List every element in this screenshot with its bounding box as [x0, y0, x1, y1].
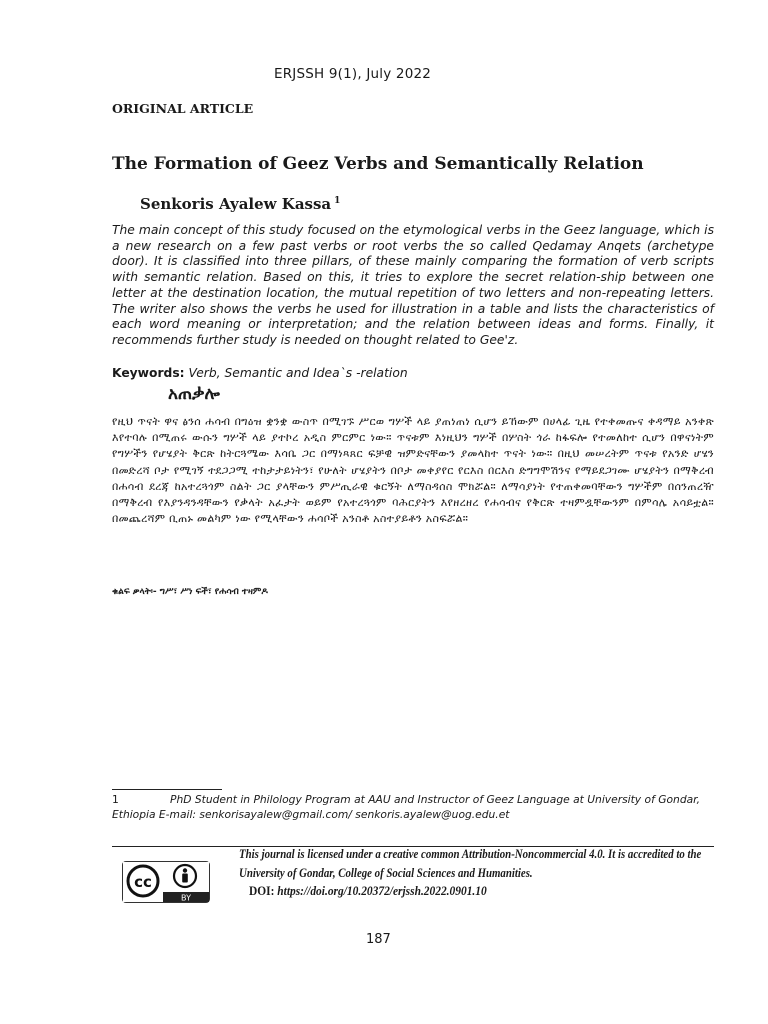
amharic-keywords: ቁልፍ ቃላት፡- ግሥ፣ ሥነ ፍች፣ የሐሳብ ተዛምዶ	[112, 587, 268, 597]
cc-by-badge-text: BY	[181, 893, 191, 902]
svg-text:cc: cc	[134, 873, 152, 891]
author-line	[140, 195, 340, 213]
author-name: Senkoris Ayalew Kassa	[140, 195, 332, 213]
footnote	[112, 792, 714, 822]
doi-link[interactable]: https://doi.org/10.20372/erjssh.2022.0901.10	[277, 883, 487, 898]
creative-commons-by-icon	[122, 861, 210, 903]
doi-label: DOI:	[249, 883, 275, 898]
keywords-line	[112, 366, 408, 380]
page-number: 187	[366, 932, 391, 947]
footnote-number: 1	[112, 793, 119, 806]
article-type: ORIGINAL ARTICLE	[112, 101, 254, 116]
doi-line	[249, 883, 487, 899]
license-statement: This journal is licensed under a creative common Attribution-Noncommercial 4.0. It is accredited to the University of Gondar, College of Social Sciences and Humanities.	[239, 847, 702, 880]
journal-header: ERJSSH 9(1), July 2022	[274, 66, 432, 82]
keywords-value: Verb, Semantic and Idea`s -relation	[188, 366, 408, 380]
amharic-abstract: የዚህ ጥናት ዋና ፅንሰ ሐሳብ በግዕዝ ቋንቋ ውስጥ በሚገኙ ሥርወ ግሦች ላይ ያጠነጠነ ሲሆን ይኸውም በሀላፊ ጊዜ የተቀመጡና ቀዳማይ አንቀጽ እየተባሉ በሚጠሩ ውሱን ግሦች ላይ ያተኮረ አዲስ ምርምር ነው። ጥናቱም እነዚህን ግሦች በሦስት ጎራ ከፋፍሎ የተመለከተ ሲሆን በዋናነትም የግሦችን የሆሄያት ቅርጽ ከትርጓሜው እሳቤ ጋር በማነጻጸር ፍቻዊ ዝምድናቸውን ያመላከተ ጥናት ነው። በዚህ መሠረትም ጥናቱ የአንድ ሆሄን በመድረሻ ቦታ የሚገኝ ተደጋጋሚ ተከታታይነትን፣ የሁለት ሆሄያትን በቦታ መቀያየር የርእስ በርእስ ድግግሞሽንና የማይደጋገሙ ሆሄያትን በማቅረብ በሐሳብ ደረጃ ከአተረጓጎም ስልት ጋር ያላቸውን ምሥጢራዊ ቁርኝት ለማስዳሰስ ሞክሯል። ለማሳያነት የተጠቀመባቸውን ግሦችም በሰንጠረዥ በማቅረብ የእያንዳንዳቸውን የቃላት አፈታት ወይም የአተረጓጎም ባሕርያትን እየዘረዘረ የሐሳብና የቅርጽ ተዛምዷቸውንም በምሳሌ አሳይቷል። በመጨረሻም ቢጠኑ መልካም ነው የሚላቸውን ሐሳቦች አንስቶ አስተያይቶን አስፍሯል።	[112, 415, 714, 526]
amharic-abstract-heading: አጠቃሎ	[168, 384, 220, 404]
footnote-text: PhD Student in Philology Program at AAU and Instructor of Geez Language at University of Gondar, Ethiopia E-mail: senkorisayalew@gmail.com/ senkoris.ayalew@uog.edu.et	[112, 793, 700, 821]
english-abstract: The main concept of this study focused on the etymological verbs in the Geez language, which is a new research on a few past verbs or root verbs the so called Qedamay Anqets (archetype door). It is classified into three pillars, of these mainly comparing the formation of verb scripts with semantic relation. Based on this, it tries to explore the secret relation-ship between one letter at the destination location, the mutual repetition of two letters and non-repeating letters. The writer also shows the verbs he used for illustration in a table and lists the characteristics of each word meaning or interpretation; and the relation between ideas and forms. Finally, it recommends further study is needed on thought related to Gee'z.	[112, 223, 714, 347]
keywords-label: Keywords:	[112, 366, 185, 380]
footnote-divider	[112, 789, 222, 790]
article-title: The Formation of Geez Verbs and Semantically Relation	[112, 154, 644, 174]
affiliation-mark: 1	[334, 196, 341, 206]
